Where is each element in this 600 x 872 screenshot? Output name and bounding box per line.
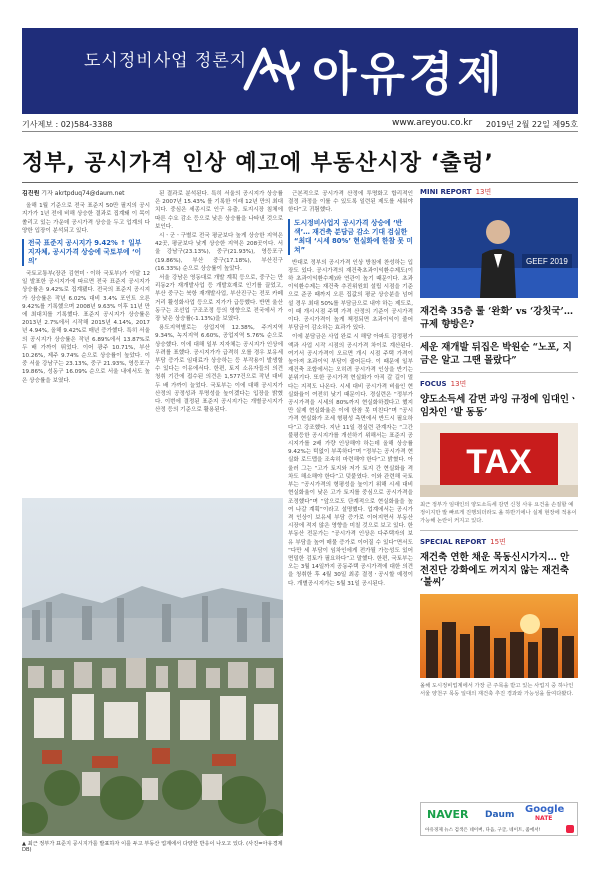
article-column-2 <box>155 190 283 490</box>
search-arrow-icon[interactable] <box>566 825 574 833</box>
city-skyline-photo <box>22 498 283 836</box>
article-paragraph: 근본적으로 공시가격 산정에 투명화고 합리적인 결정 과정을 이룰 수 있도록 일련된 제도를 세워야 한다”고 귀띔했다. <box>288 191 413 214</box>
newspaper-logo-icon <box>242 44 300 92</box>
article-column-1 <box>22 190 150 490</box>
sidebar-divider <box>420 530 578 531</box>
daum-logo: Daum <box>485 810 515 820</box>
article-subhead: 도시정비사업지 공시가격 상승에 ‘반색’… 재건축 분담금 감소 기대 검실한 “최대 ‘시세 80%’ 현실화에 한참 못 미쳐” <box>288 219 413 255</box>
page-headline: 정부, 공시가격 인상 예고에 부동산시장 ‘출렁’ <box>22 151 494 176</box>
focus-label <box>420 378 578 390</box>
byline-email: 기자 akrtpduq74@daum.net <box>39 190 125 197</box>
mini-report-photo[interactable] <box>420 198 578 302</box>
focus-page: 13면 <box>450 380 467 388</box>
special-report-tag: SPECIAL REPORT <box>420 538 487 546</box>
mini-report-label <box>420 186 578 198</box>
sidebar-divider <box>420 336 578 337</box>
conference-banner-text: GEEF 2019 <box>526 257 568 266</box>
sidebar <box>420 186 578 836</box>
article-paragraph: 이에 분담금은 사업 완료 시 해당 아파트 감정평가액과 사업 시작 시점의 공시가격 차이로 계산된다. 여기서 공시가격이 오르면 개시 시점 주택 가격이 높아져 초과이익 부담이 줄어든다. 이 때문에 일부 재건축 조합에서는 오히려 공시가격 인상을 반기는 분위기다. 또한 공시가격 현실화가 아직 갈 길이 멀다는 지적도 나온다. 시세 대비 공시가격 비율인 현실화율이 여전히 낮기 때문이다. 경실련은 “정부가 공시가격을 시세의 80%까지 현실화하겠다고 했지만 실제 현실화율은 이에 한참 못 미친다”며 “공시가격 현실화가 조세 형평성 측면에서 반드시 필요하다”고 강조했다. 지난 11일 경실련 관계자는 “그간 불평등한 공시지가를 개선하기 위해서는 표준지 공시지가를 2배 가량 인상해야 하는데 올해 상승률 9.42%는 턱없이 부족하다”며 “정부는 공시가격 현실화 로드맵을 조속히 마련해야 한다”고 밝혔다. 아울러 그는 “고가 토지와 저가 토지 간 현실화율 격차도 해소해야 한다”고 덧붙였다. 이와 관련해 국토부는 “공시가격의 형평성을 높이기 위해 시세 대비 현실화율이 낮은 고가 토지를 중심으로 공시가격을 조정했다”며 “앞으로도 단계적으로 현실화율을 높여 나갈 계획”이라고 설명했다. 업계에서는 공시가격 인상이 보유세 부담 증가로 이어지면서 부동산 시장에 적지 않은 영향을 미칠 것으로 보고 있다. 한 부동산 전문가는 “공시가격 인상은 다주택자의 보유 부담을 높여 매물 증가로 이어질 수 있다”면서도 “다만 세 부담이 임차인에게 전가될 가능성도 있어 면밀한 검토가 필요하다”고 말했다. 한편, 국토부는 오는 3월 14일까지 공동주택 공시가격에 대한 의견을 청취한 후 4월 30일 최종 결정ㆍ공시할 예정이다. 개별공시지가는 5월 31일 공시된다. <box>288 334 413 587</box>
focus-summary: 최근 정부가 임대인의 양도소득세 감면 신청 사유 요건을 손질할 예정이지만 발 빠르게 진행되더라도 올 하반기에나 실제 현장에 적용이 가능해 논란이 커지고 있다. <box>420 502 577 524</box>
naver-logo: NAVER <box>427 808 469 821</box>
special-report-title[interactable]: 재건축 연한 채운 목동신시가지… 안전진단 강화에도 꺼지지 않는 재건축 ‘불씨’ <box>420 552 570 588</box>
mini-report-tag: MINI REPORT <box>420 188 472 196</box>
article-paragraph: 용도지역별로는 상업지역 12.38%, 주거지역 9.34%, 녹지지역 6.60%, 공업지역 5.76% 순으로 상승했다. 이에 대해 일부 지자체는 공시지가 인상에 우려를 표했다. 공시지가가 급격히 오를 경우 보유세 부담 증가로 임대료가 상승하는 등 부작용이 발생할 수 있다는 이유에서다. 한편, 토지 소유자들의 의견 청취 기간에 접수된 의견은 1,577건으로 작년 대비 두 배 가까이 늘었다. 국토부는 이에 대해 공시지가 산정의 공정성과 투명성을 높이겠다는 입장을 밝혔다. 이번에 결정된 표준지 공시지가는 개별공시지가 산정 등의 기준으로 활용된다. <box>155 325 283 414</box>
speaker-photo-illustration <box>420 198 578 298</box>
nate-logo: NATE <box>535 815 553 822</box>
paper-name: 아유경제 <box>312 47 506 101</box>
info-bar <box>22 116 578 132</box>
masthead-subtitle: 도시정비사업 정론지 <box>84 51 248 71</box>
city-photo-illustration <box>22 498 283 836</box>
article-paragraph: 국토교통부(장관 김현미ㆍ이하 국토부)가 이달 12일 발표한 공시지가에 따르면 전국 표준지 공시지가 상승률은 9.42%로 집계됐다. 전국의 표준지 공시지가 상승률은 작년 6.02% 대비 3.4% 포인트 오른 9.42%를 기록했으며 2008년 9.63% 이후 11년 만에 최대치를 기록했다. 표준지 공시지가 상승률은 2013년 2.7%에서 시작해 2015년 4.14%, 2017년 4.94%, 올해 9.42%로 매년 증가했다. 특히 서울의 공시지가 상승률은 작년 6.89%에서 13.87%로 두 배 가까이 뛰었다. 이어 광주 10.71%, 부산 10.26%, 제주 9.74% 순으로 상승률이 높았다. 이 중 서울 강남구는 23.13%, 중구 21.93%, 영등포구 19.86%, 성동구 16.09% 순으로 서울 내에서도 높은 상승률을 보였다. <box>22 271 150 384</box>
byline-name: 김진원 <box>22 190 40 197</box>
masthead <box>22 28 578 114</box>
photo-caption: ▲ 최근 정부가 표준지 공시지가를 발표하자 이를 두고 부동산 업계에서 다양한 반응이 나오고 있다. (사진=아유경제 DB) <box>22 841 283 853</box>
mini-report-title[interactable]: 재건축 35층 룰 ‘완화’ vs ‘강칫국’… 규제 향방은? <box>420 306 574 330</box>
tax-image-text: TAX <box>466 443 532 481</box>
focus-tag: FOCUS <box>420 380 447 388</box>
article-subhead: 전국 표준지 공시지가 9.42% ↑ 일부 지자체, 공시가격 상승에 국토부에 ‘이의’ <box>22 239 150 266</box>
special-report-photo[interactable] <box>420 594 578 682</box>
special-report-summary: 올해 도시정비업계에서 가장 큰 주목을 받고 있는 사업지 중 하나인 서울 양천구 목동 일대의 재건축 추진 경과와 가능성을 들여다봤다. <box>420 682 574 697</box>
article-paragraph: 시ㆍ군ㆍ구별로 전국 평균보다 높게 상승한 지역은 42곳, 평균보다 낮게 상승한 지역은 208곳이다. 서울 강남구(23.13%), 중구(21.93%), 영등포구(19.86%), 부산 중구(17.18%), 부산진구(16.33%) 순으로 상승률이 높았다. <box>155 233 283 272</box>
portal-search-banner[interactable] <box>420 802 578 836</box>
website-link[interactable]: www.areyou.co.kr <box>392 118 473 128</box>
tip-line: 기사제보 : 02)584-3388 <box>22 120 113 129</box>
article-paragraph: 반대로 정부의 공시가격 인상 방침에 찬성하는 입장도 있다. 공시가격의 재건축초과이익환수제도(이하 초과이익환수제)와 연관이 높기 때문이다. 초과이익환수제는 재건축 추진위원회 설립 시점을 기준으로 준공 때까지 오른 집값의 평균 상승분을 넘어설 경우 최대 50%를 부담금으로 내야 하는 제도로, 이 때 개시시점 주택 가격 산정의 기준이 공시가격이다. 공시가격이 높게 책정되면 초과이익이 줄어 부담금이 감소하는 효과가 있다. <box>288 259 413 332</box>
sunset-skyline-illustration <box>420 594 578 678</box>
tax-blocks-illustration <box>420 423 578 497</box>
focus-title[interactable]: 양도소득세 감면 과잉 규정에 임대인ㆍ임차인 ‘발 동동’ <box>420 394 578 418</box>
special-report-label <box>420 536 578 548</box>
article-paragraph: 올해 1월 기준으로 전국 표준지 50만 필지의 공시지가가 1년 전에 비해 상승한 결과로 집계돼 이 목이 쏠리고 있는 가운데 공시가격 상승을 두고 업계의 다양한 입장이 분석되고 있다. <box>22 203 150 234</box>
headline-divider <box>22 182 578 183</box>
issue-date: 2019년 2월 22일 제95호 <box>485 120 578 129</box>
google-logo: Google <box>525 804 565 815</box>
search-note: 아유경제 뉴스 검색은 네이버, 다음, 구글, 네이트, 줌에서! <box>425 828 541 833</box>
special-report-page: 15면 <box>490 538 506 546</box>
article-paragraph: 된 결과로 분석된다. 특히 서울의 공시지가 상승률은 2007년 15.43% 를 기록한 이래 12년 만의 최대치다. 중심은 세종시로 인구 유출, 토지시장 침체에 따른 수요 감소 등으로 낮은 상승률을 나타낸 것으로 보인다. <box>155 191 283 230</box>
byline <box>22 190 150 198</box>
sidebar-divider <box>420 372 578 373</box>
tax-photo[interactable] <box>420 423 578 501</box>
article-paragraph: 서울 강남은 영동대로 개발 계획 등으로, 중구는 만리동2가 재개발사업 등 개발호재로 인기를 끌었고, 부산 중구는 북항 재개발사업, 부산진구는 전포 카페거리 활성화사업 등으로 지가가 급등했다. 반면 울산 동구는 조선업 구조조정 등의 영향으로 전국에서 가장 낮은 상승률(-1.13%)을 보였다. <box>155 275 283 323</box>
article-column-3 <box>288 190 413 830</box>
mini-report-title-2[interactable]: 세운 재개발 뒤집은 박원순 “노포, 지금은 알고 그땐 몰랐다” <box>420 342 572 366</box>
mini-report-page: 13면 <box>475 188 492 196</box>
